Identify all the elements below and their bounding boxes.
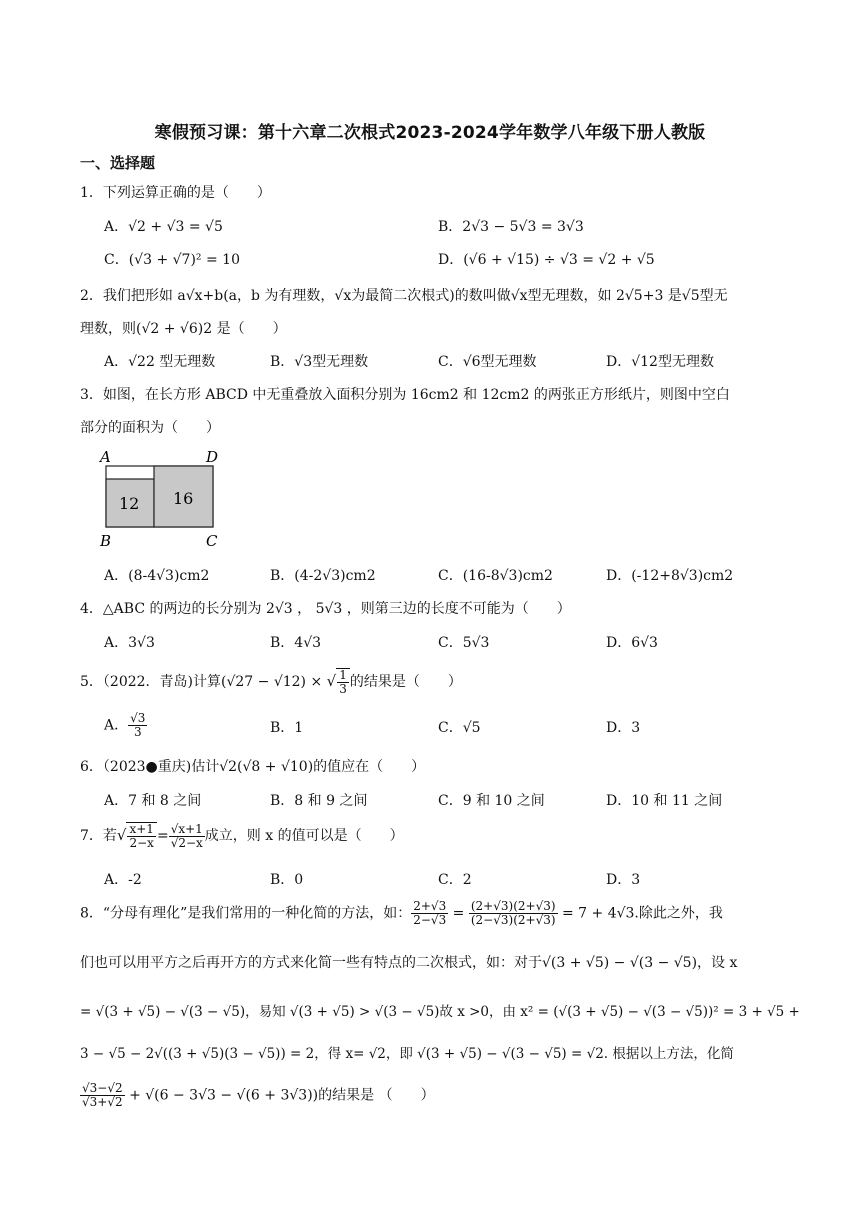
question-6-stem: 6．（2023●重庆)估计√2(√8 + √10)的值应在（ ） bbox=[80, 759, 426, 775]
page-title: 寒假预习课：第十六章二次根式2023-2024学年数学八年级下册人教版 bbox=[154, 123, 706, 143]
fraction-numerator: (2+√3)(2+√3) bbox=[470, 899, 556, 913]
question-2-option-c: C．√6型无理数 bbox=[438, 354, 537, 370]
question-8-fraction-2 bbox=[469, 900, 558, 927]
question-4-option-b: B．4√3 bbox=[270, 635, 322, 651]
question-8-fraction-3 bbox=[80, 1082, 125, 1109]
question-3-option-a: A．(8-4√3)cm2 bbox=[104, 568, 210, 584]
fraction-denominator: 2−√3 bbox=[413, 913, 447, 927]
question-7-fraction-left bbox=[126, 822, 156, 850]
vertex-d-label: D bbox=[206, 448, 219, 466]
question-8-fraction-1 bbox=[411, 900, 448, 927]
fraction-numerator: 2+√3 bbox=[413, 899, 447, 913]
question-8-line-5 bbox=[80, 1082, 780, 1109]
equals-sign: = bbox=[448, 905, 469, 922]
fraction-numerator: 1 bbox=[339, 668, 347, 682]
question-5-fraction bbox=[336, 668, 350, 696]
question-2-line-1: 2．我们把形如 a√x+b(a，b 为有理数，√x为最简二次根式)的数叫做√x型无理数，如 2√5+3 是√5型无 bbox=[80, 288, 728, 304]
question-5-option-c: C．√5 bbox=[438, 720, 481, 736]
question-4-option-d: D．6√3 bbox=[606, 635, 658, 651]
question-7-option-c: C．2 bbox=[438, 872, 472, 888]
question-6-option-a: A．7 和 8 之间 bbox=[104, 793, 202, 809]
question-7-fraction-right bbox=[169, 823, 205, 850]
question-1-stem: 1．下列运算正确的是（ ） bbox=[80, 185, 271, 201]
question-1-option-d: D．(√6 + √15) ÷ √3 = √2 + √5 bbox=[438, 252, 655, 268]
question-8-line-4: 3 − √5 − 2√((3 + √5)(3 − √5)) = 2，得 x= √2，即 √(3 + √5) − √(3 − √5) = √2. 根据以上方法，化简 bbox=[80, 1046, 734, 1062]
question-8-line-1 bbox=[80, 900, 780, 927]
fraction-denominator: √2−x bbox=[170, 835, 203, 850]
fraction-numerator: √x+1 bbox=[170, 821, 203, 836]
question-5-option-a bbox=[104, 712, 147, 739]
question-3-option-d: D．(-12+8√3)cm2 bbox=[606, 568, 734, 584]
option-a-fraction bbox=[128, 712, 147, 739]
fraction-denominator: √3+√2 bbox=[82, 1095, 123, 1109]
question-7-option-b: B．0 bbox=[270, 872, 304, 888]
question-3-option-c: C．(16-8√3)cm2 bbox=[438, 568, 553, 584]
question-4-stem: 4．△ABC 的两边的长分别为 2√3 ， 5√3 ，则第三边的长度不可能为（ ） bbox=[80, 601, 571, 617]
question-1-option-a: A．√2 + √3 = √5 bbox=[104, 219, 223, 235]
question-2-option-d: D．√12型无理数 bbox=[606, 354, 714, 370]
question-7-option-d: D．3 bbox=[606, 872, 641, 888]
question-3-line-2: 部分的面积为（ ） bbox=[80, 420, 220, 436]
vertex-b-label: B bbox=[100, 532, 112, 550]
fraction-denominator: (2−√3)(2+√3) bbox=[470, 913, 556, 927]
question-7-pre: 7．若 bbox=[80, 828, 117, 844]
question-7-post: 成立，则 x 的值可以是（ ） bbox=[204, 828, 404, 844]
question-5-pre: 5．（2022．青岛)计算(√27 − √12) × bbox=[80, 674, 327, 690]
rectangle-figure bbox=[98, 446, 228, 552]
question-6-option-b: B．8 和 9 之间 bbox=[270, 793, 368, 809]
option-letter: A． bbox=[104, 717, 129, 734]
question-2-option-b: B．√3型无理数 bbox=[270, 354, 369, 370]
fraction-denominator: 2−x bbox=[129, 836, 154, 850]
question-7-option-a: A．-2 bbox=[104, 872, 142, 888]
question-4-option-a: A．3√3 bbox=[104, 635, 155, 651]
area-16-label: 16 bbox=[173, 489, 194, 508]
fraction-denominator: 3 bbox=[339, 682, 347, 696]
sqrt-icon: √ bbox=[326, 672, 337, 690]
question-5-stem bbox=[80, 668, 780, 696]
question-2-option-a: A．√22 型无理数 bbox=[104, 354, 216, 370]
question-8-line-2: 们也可以用平方之后再开方的方式来化简一些有特点的二次根式，如：对于√(3 + √5) − √(3 − √5)，设 x bbox=[80, 955, 738, 971]
question-7-stem bbox=[80, 822, 780, 850]
question-8-line-5-post: + √(6 − 3√3 − √(6 + 3√3))的结果是 （ ） bbox=[124, 1087, 435, 1104]
question-5-post: 的结果是（ ） bbox=[349, 674, 462, 690]
fraction-numerator: √3 bbox=[130, 711, 146, 725]
equals-sign: = bbox=[156, 828, 169, 844]
question-3-option-b: B．(4-2√3)cm2 bbox=[270, 568, 376, 584]
question-2-line-2: 理数，则(√2 + √6)2 是（ ） bbox=[80, 321, 287, 337]
question-6-option-d: D．10 和 11 之间 bbox=[606, 793, 723, 809]
vertex-c-label: C bbox=[206, 532, 218, 550]
question-1-option-c: C．(√3 + √7)² = 10 bbox=[104, 252, 240, 268]
question-8-line-3: = √(3 + √5) − √(3 − √5)，易知 √(3 + √5) > √(3 − √5)故 x >0，由 x² = (√(3 + √5) − √(3 − √5))² = 3 + √5 + bbox=[80, 1004, 800, 1020]
section-heading: 一、选择题 bbox=[80, 154, 156, 172]
question-5-option-b: B．1 bbox=[270, 720, 304, 736]
question-6-option-c: C．9 和 10 之间 bbox=[438, 793, 545, 809]
question-8-pre: 8．“分母有理化”是我们常用的一种化简的方法，如： bbox=[80, 905, 412, 922]
sqrt-icon: √ bbox=[116, 826, 127, 844]
area-12-label: 12 bbox=[119, 494, 140, 513]
question-3-line-1: 3．如图，在长方形 ABCD 中无重叠放入面积分别为 16cm2 和 12cm2 的两张正方形纸片，则图中空白 bbox=[80, 387, 730, 403]
fraction-denominator: 3 bbox=[133, 725, 142, 739]
question-4-option-c: C．5√3 bbox=[438, 635, 490, 651]
fraction-numerator: √3−√2 bbox=[82, 1081, 123, 1095]
question-1-option-b: B．2√3 − 5√3 = 3√3 bbox=[438, 219, 584, 235]
vertex-a-label: A bbox=[100, 448, 111, 466]
fraction-numerator: x+1 bbox=[129, 822, 154, 836]
question-8-line-1-post: = 7 + 4√3.除此之外，我 bbox=[557, 905, 723, 922]
question-5-option-d: D．3 bbox=[606, 720, 641, 736]
